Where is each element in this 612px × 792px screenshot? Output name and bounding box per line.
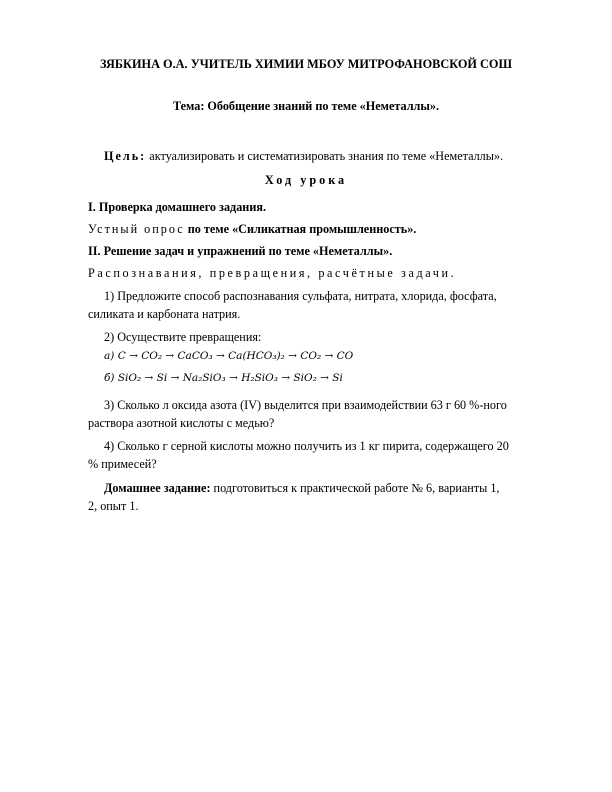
homework-line-2: 2, опыт 1. bbox=[88, 499, 139, 513]
lesson-theme: Тема: Обобщение знаний по теме «Неметаллы». bbox=[172, 99, 440, 113]
chain-a: а) C → CO₂ → CaCO₃ → Ca(HCO₃)₂ → CO₂ → CO bbox=[104, 350, 354, 362]
section-problems: II. Решение задач и упражнений по теме «Неметаллы». bbox=[88, 244, 393, 258]
task-3-line-2: раствора азотной кислоты с медью? bbox=[88, 416, 275, 430]
section-homework-check: I. Проверка домашнего задания. bbox=[88, 200, 266, 214]
task-1-line-1: 1) Предложите способ распознавания сульфата, нитрата, хлорида, фосфата, bbox=[104, 289, 497, 303]
oral-text: по теме «Силикатная промышленность». bbox=[184, 222, 417, 236]
oral-label: Устный опрос bbox=[88, 222, 185, 236]
task-4-line-1: 4) Сколько г серной кислоты можно получить из 1 кг пирита, содержащего 20 bbox=[104, 439, 509, 453]
section-task-types: Распознавания, превращения, расчётные задачи. bbox=[88, 266, 457, 280]
homework-label: Домашнее задание: bbox=[104, 481, 211, 495]
task-3-line-1: 3) Сколько л оксида азота (IV) выделится при взаимодействии 63 г 60 %-ного bbox=[104, 398, 507, 412]
document-header: ЗЯБКИНА О.А. УЧИТЕЛЬ ХИМИИ МБОУ МИТРОФАНОВСКОЙ СОШ bbox=[100, 57, 512, 71]
section-oral-survey bbox=[88, 222, 568, 237]
task-1-line-2: силиката и карбоната натрия. bbox=[88, 307, 241, 321]
lesson-goal bbox=[104, 149, 503, 164]
task-4-line-2: % примесей? bbox=[88, 457, 157, 471]
homework-line-1 bbox=[104, 481, 568, 496]
homework-text: подготовиться к практической работе № 6, варианты 1, bbox=[210, 481, 500, 495]
goal-label: Цель: bbox=[104, 149, 147, 163]
chain-b: б) SiO₂ → Si → Na₂SiO₃ → H₂SiO₃ → SiO₂ → Si bbox=[104, 372, 343, 384]
lesson-progress-title: Ход урока bbox=[264, 173, 348, 187]
task-2: 2) Осуществите превращения: bbox=[104, 330, 262, 344]
goal-text: актуализировать и систематизировать знания по теме «Неметаллы». bbox=[146, 149, 504, 163]
